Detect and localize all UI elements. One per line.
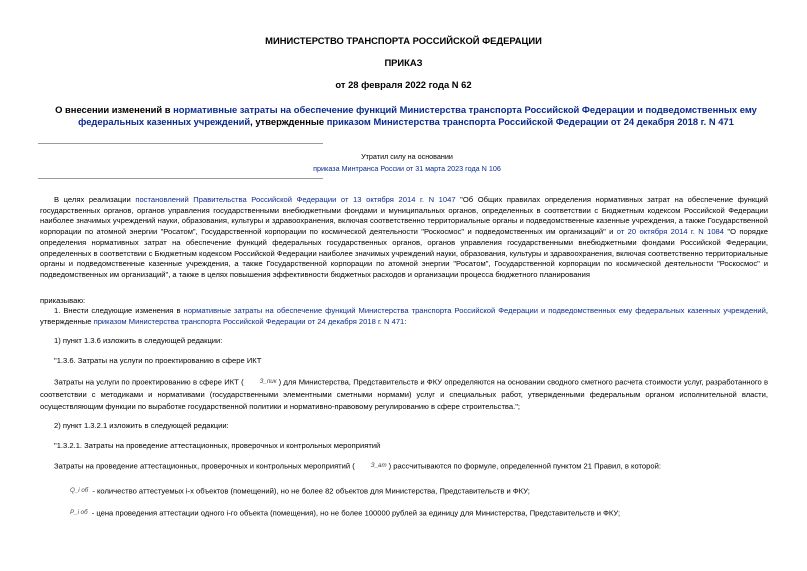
item-1-link-norms[interactable]: нормативные затраты на обеспечение функций Министерства транспорта Российской Федерации и подведомственных ему федеральных казенных учреждений [183,306,766,315]
attestation-text-1: Затраты на проведение аттестационных, проверочных и контрольных мероприятий ( [54,461,355,471]
status-link-order-106[interactable]: приказа Минтранса России от 31 марта 2023 года N 106 [313,164,501,173]
preamble-text-2: "Об Общих правилах определения нормативных затрат на обеспечение функций государственных органов, органов управления государственными внебюджетными фондами и муниципальных органов, определенных в соответствии с Бюджетным кодексом Российской Федерации наиболее значимых учреждений науки, образования, культуры и здравоохранения, включая соответственно территориальные органы и подведомственные казенные учреждения, а также Государственной корпорации по атомной энергии "Росатом", Государственной корпорации по космической деятельности "Роскосмос" и подведомственных им организаций" и [40,195,768,237]
preamble-text-1: В целях реализации [54,195,136,204]
clause-1-3-6: "1.3.6. Затраты на услуги по проектированию в сфере ИКТ [54,356,262,365]
definition-q-text: - количество аттестуемых i-х объектов (помещений), но не более 82 объектов для Министерства, Представительств и ФКУ; [90,486,530,496]
divider-bottom [38,178,323,179]
ikt-text-1: Затраты на услуги по проектированию в сфере ИКТ ( [54,377,244,387]
ikt-text-2: ) для Министерства, Представительств и ФКУ определяются на основании сводного сметного расчета стоимости услуг, разработанного в соответствии с методиками и нормативами (государственными элементными сметными нормами) услуг и специальных работ, утвержденными федеральным органом исполнительной власти, осуществляющим функции по выработке государственной политики и нормативно-правовому регулированию в сфере строительства."; [40,377,768,412]
item-1-text-1: 1. Внести следующие изменения в [54,306,184,315]
ministry-heading: МИНИСТЕРСТВО ТРАНСПОРТА РОССИЙСКОЙ ФЕДЕРАЦИИ [265,35,542,46]
preamble-link-1047[interactable]: постановлений Правительства Российской Федерации от 13 октября 2014 г. N 1047 [135,195,456,204]
document-type-heading: ПРИКАЗ [384,57,423,68]
formula-q-image: Q_i об [70,487,89,494]
formula-zat-image: З_ат [370,462,387,469]
subitem-2: 2) пункт 1.3.2.1 изложить в следующей редакции: [54,421,229,430]
subitem-1: 1) пункт 1.3.6 изложить в следующей редакции: [54,336,223,345]
ikt-paragraph [40,376,768,414]
subject-text-2: , утвержденные [250,116,327,128]
divider-top [38,143,323,144]
item-1-link-order-471[interactable]: приказом Министерства транспорта Российской Федерации от 24 декабря 2018 г. N 471 [93,316,405,326]
attestation-paragraph [40,461,768,472]
preamble-link-1084[interactable]: от 20 октября 2014 г. N 1084 [616,227,724,237]
item-1-text-3: : [404,316,407,326]
clause-1-3-2-1: "1.3.2.1. Затраты на проведение аттестационных, проверочных и контрольных мероприятий [54,441,381,450]
item-1-text-2: , утвержденные [40,306,769,326]
definition-p-objects [40,508,768,519]
attestation-text-2: ) рассчитываются по формуле, определенной пунктом 21 Правил, в которой: [388,461,661,471]
date-number-heading: от 28 февраля 2022 года N 62 [335,79,472,90]
document-subject [30,104,782,128]
subject-link-norms[interactable]: нормативные затраты на обеспечение функций Министерства транспорта Российской Федерации и подведомственных ему федеральных казенных учреждений [78,104,757,128]
status-note [300,151,514,175]
order-word: приказываю: [40,296,86,305]
status-note-text: Утратил силу на основании [361,152,453,161]
preamble-paragraph [40,195,768,281]
item-1-paragraph [40,306,768,327]
formula-zpik-image: З_пик [259,378,277,385]
definition-p-text: - цена проведения аттестации одного i-го объекта (помещения), но не более 100000 рублей за единицу для Министерства, Представительств и ФКУ; [89,508,621,518]
definition-q-objects [40,486,768,497]
subject-link-order-471[interactable]: приказом Министерства транспорта Российской Федерации от 24 декабря 2018 г. N 471 [326,116,734,128]
preamble-text-3: "О порядке определения нормативных затрат на обеспечение функций федеральных государственных органов, органов управления государственными внебюджетными фондами Российской Федерации, определенных в соответствии с Бюджетным кодексом Российской Федерации наиболее значимых учреждений науки, образования, культуры и здравоохранения, включая соответственно территориальные органы и подведомственные казенные учреждения, а также Государственной корпорации по атомной энергии "Росатом", Государственной корпорации по космической деятельности "Роскосмос" и подведомственных им организаций", а также в целях повышения эффективности бюджетных расходов и организации процесса бюджетного планирования [40,227,768,279]
formula-p-image: P_i об [70,509,88,516]
subject-text-1: О внесении изменений в [55,104,174,115]
